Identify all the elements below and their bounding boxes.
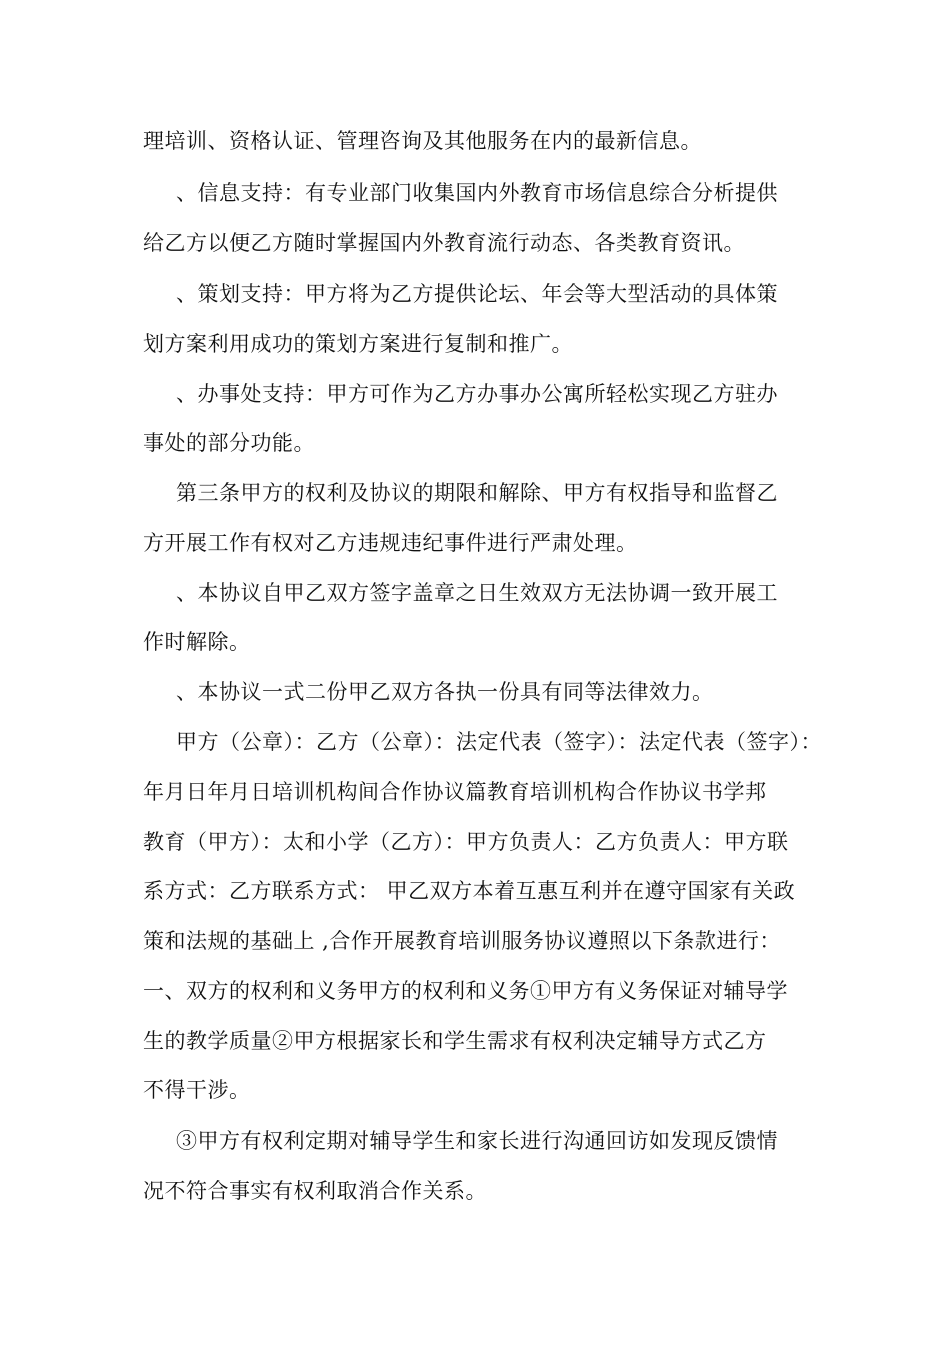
- text-line-1: 理培训、资格认证、管理咨询及其他服务在内的最新信息。: [143, 129, 702, 153]
- text-line-8: 第三条甲方的权利及协议的期限和解除、甲方有权指导和监督乙: [176, 481, 778, 505]
- text-line-10: 、本协议自甲乙双方签字盖章之日生效双方无法协调一致开展工: [176, 581, 778, 605]
- text-line-5: 划方案利用成功的策划方案进行复制和推广。: [143, 332, 573, 356]
- text-line-21: ③甲方有权利定期对辅导学生和家长进行沟通回访如发现反馈情: [176, 1129, 778, 1153]
- text-line-9: 方开展工作有权对乙方违规违纪事件进行严肃处理。: [143, 531, 638, 555]
- text-line-19: 生的教学质量②甲方根据家长和学生需求有权利决定辅导方式乙方: [143, 1029, 767, 1053]
- text-line-22: 况不符合事实有权利取消合作关系。: [143, 1179, 487, 1203]
- text-line-13: 甲方（公章）：乙方（公章）：法定代表（签字）：法定代表（签字）：: [176, 730, 822, 754]
- text-line-7: 事处的部分功能。: [143, 431, 315, 455]
- text-line-18: 一、双方的权利和义务甲方的权利和义务①甲方有义务保证对辅导学: [143, 979, 788, 1003]
- text-line-11: 作时解除。: [143, 630, 251, 654]
- text-line-17: 策和法规的基础上 ,合作开展教育培训服务协议遵照以下条款进行：: [143, 929, 781, 953]
- text-line-14: 年月日年月日培训机构间合作协议篇教育培训机构合作协议书学邦: [143, 780, 767, 804]
- text-line-20: 不得干涉。: [143, 1078, 251, 1102]
- text-line-4: 、策划支持：甲方将为乙方提供论坛、年会等大型活动的具体策: [176, 282, 778, 306]
- text-line-6: 、办事处支持：甲方可作为乙方办事办公寓所轻松实现乙方驻办: [176, 382, 778, 406]
- text-line-12: 、本协议一式二份甲乙双方各执一份具有同等法律效力。: [176, 680, 714, 704]
- text-line-2: 、信息支持：有专业部门收集国内外教育市场信息综合分析提供: [176, 181, 778, 205]
- text-line-16: 系方式：乙方联系方式： 甲乙双方本着互惠互利并在遵守国家有关政: [143, 879, 796, 903]
- text-line-3: 给乙方以便乙方随时掌握国内外教育流行动态、各类教育资讯。: [143, 231, 745, 255]
- text-line-15: 教育（甲方）：太和小学（乙方）：甲方负责人：乙方负责人：甲方联: [143, 830, 789, 854]
